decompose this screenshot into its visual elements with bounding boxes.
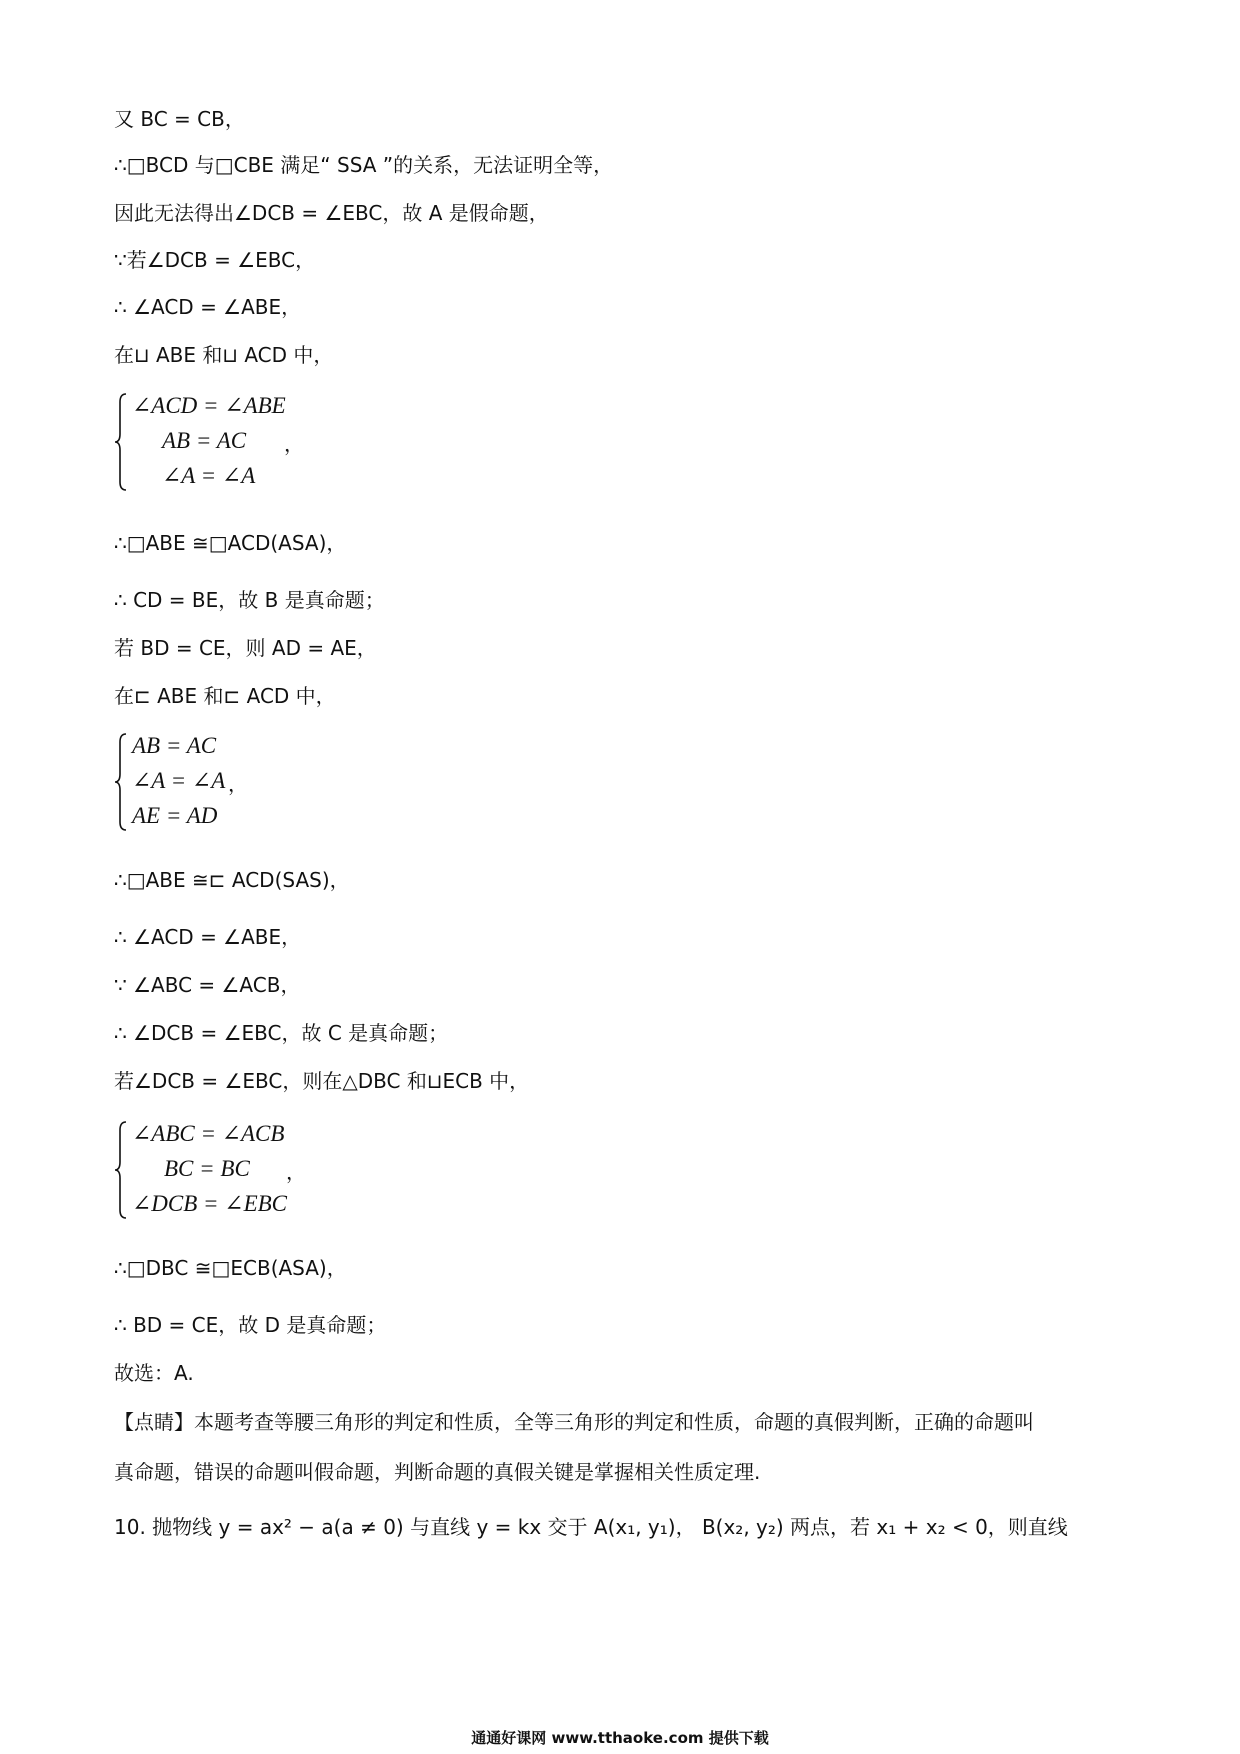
system-1-row-3: ∠A = ∠A xyxy=(162,463,256,488)
page-footer: 通通好课网 www.tthaoke.com 提供下载 xyxy=(471,1729,769,1747)
text-line-21: 10. 抛物线 y = ax² − a(a ≠ 0) 与直线 y = kx 交于 A(x₁, y₁)， B(x₂, y₂) 两点，若 x₁ + x₂ < 0，则直线 xyxy=(114,1515,1068,1539)
text-line-14: ∴ ∠DCB = ∠EBC，故 C 是真命题； xyxy=(114,1021,449,1045)
system-2-row-3: AE = AD xyxy=(132,803,218,828)
text-line-12: ∴ ∠ACD = ∠ABE， xyxy=(114,925,302,949)
system-1-row-1: ∠ACD = ∠ABE xyxy=(132,393,286,418)
system-1-comma: ， xyxy=(284,432,304,456)
left-brace-icon xyxy=(114,392,128,492)
text-line-11: ∴□ABE ≅⊏ ACD(SAS)， xyxy=(114,868,350,892)
text-line-16: ∴□DBC ≅□ECB(ASA)， xyxy=(114,1256,347,1280)
equation-system-2 xyxy=(114,732,374,832)
system-3-row-3: ∠DCB = ∠EBC xyxy=(132,1191,288,1216)
text-line-4: ∵若∠DCB = ∠EBC， xyxy=(114,248,316,272)
left-brace-icon xyxy=(114,1120,128,1220)
text-line-2: ∴□BCD 与□CBE 满足“ SSA ”的关系，无法证明全等， xyxy=(114,153,614,177)
text-line-7: ∴□ABE ≅□ACD(ASA)， xyxy=(114,531,347,555)
equation-system-3 xyxy=(114,1120,374,1220)
text-line-15: 若∠DCB = ∠EBC，则在△DBC 和⊔ECB 中， xyxy=(114,1069,530,1093)
system-3-row-1: ∠ABC = ∠ACB xyxy=(132,1121,285,1146)
system-3-row-2: BC = BC xyxy=(164,1156,250,1181)
text-line-1: 又 BC = CB， xyxy=(114,107,245,131)
text-line-5: ∴ ∠ACD = ∠ABE， xyxy=(114,295,302,319)
equation-system-1 xyxy=(114,392,374,492)
system-3-comma: ， xyxy=(286,1160,306,1184)
text-line-13: ∵ ∠ABC = ∠ACB， xyxy=(114,973,301,997)
text-line-6: 在⊔ ABE 和⊔ ACD 中， xyxy=(114,343,334,367)
text-line-18: 故选：A. xyxy=(114,1361,194,1385)
text-line-17: ∴ BD = CE，故 D 是真命题； xyxy=(114,1313,387,1337)
system-2-row-1: AB = AC xyxy=(132,733,217,758)
text-line-8: ∴ CD = BE，故 B 是真命题； xyxy=(114,588,385,612)
text-line-3: 因此无法得出∠DCB = ∠EBC，故 A 是假命题， xyxy=(114,201,549,225)
text-line-20: 真命题，错误的命题叫假命题，判断命题的真假关键是掌握相关性质定理. xyxy=(114,1460,761,1484)
text-line-9: 若 BD = CE，则 AD = AE， xyxy=(114,636,377,660)
system-2-row-2: ∠A = ∠A xyxy=(132,768,226,793)
left-brace-icon xyxy=(114,732,128,832)
system-2-comma: ， xyxy=(228,772,248,796)
text-line-10: 在⊏ ABE 和⊏ ACD 中， xyxy=(114,684,336,708)
text-line-19: 【点睛】本题考查等腰三角形的判定和性质，全等三角形的判定和性质，命题的真假判断，正确的命题叫 xyxy=(114,1410,1034,1434)
system-1-row-2: AB = AC xyxy=(162,428,247,453)
